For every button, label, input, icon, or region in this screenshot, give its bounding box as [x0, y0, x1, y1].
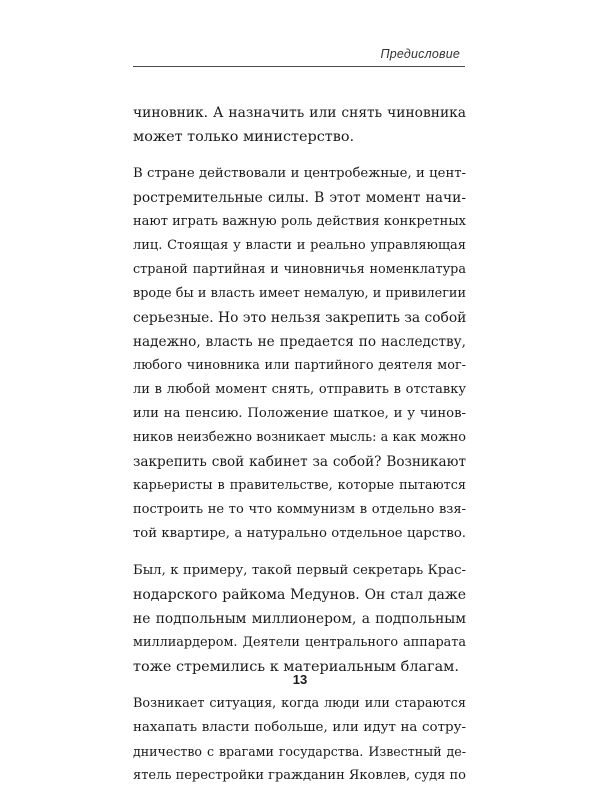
text-line: дничество с врагами государства. Известный де-	[133, 744, 466, 759]
text-line: миллиардером. Деятели центрального аппарата	[133, 635, 466, 650]
text-line: вроде бы и власть имеет немалую, и привилегии	[133, 286, 466, 301]
text-line: В стране действовали и центробежные, и цент-	[133, 166, 466, 181]
text-line: страной партийная и чиновничья номенклатура	[133, 262, 466, 277]
text-line: ятель перестройки гражданин Яковлев, судя по	[133, 768, 466, 783]
text-line: Возникает ситуация, когда люди или стараются	[133, 696, 466, 711]
text-line: нахапать власти побольше, или идут на сотру-	[133, 720, 466, 735]
text-line: может только министерство.	[133, 129, 355, 145]
text-line: закрепить свой кабинет за собой? Возникают	[133, 454, 466, 470]
text-line: ников неизбежно возникает мысль: а как можно	[133, 430, 466, 445]
paragraph-3	[133, 559, 466, 679]
running-head-rule	[133, 66, 465, 67]
text-line: Был, к примеру, такой первый секретарь Крас-	[133, 563, 466, 578]
text-line: не подпольным миллионером, а подпольным	[133, 611, 466, 627]
text-line: нают играть важную роль действия конкретных	[133, 214, 466, 229]
text-line: надежно, власть не предается по наследству,	[133, 334, 466, 350]
paragraph-2	[133, 162, 466, 546]
paragraph-1	[133, 101, 466, 149]
text-line: ли в любой момент снять, отправить в отставку	[133, 382, 466, 397]
text-line: лиц. Стоящая у власти и реально управляющая	[133, 238, 466, 253]
text-line: или на пенсию. Положение шаткое, и у чинов-	[133, 406, 466, 421]
running-head-title: Предисловие	[380, 47, 460, 61]
text-line: ростремительные силы. В этот момент начи-	[133, 190, 466, 206]
text-line: нодарского райкома Медунов. Он стал даже	[133, 587, 466, 603]
text-line: той квартире, а натурально отдельное царство.	[133, 526, 466, 541]
paragraph-4	[133, 692, 466, 788]
text-line: чиновник. А назначить или снять чиновника	[133, 105, 466, 121]
text-line: карьеристы в правительстве, которые пытаются	[133, 478, 466, 493]
text-line: тоже стремились к материальным благам.	[133, 659, 459, 675]
text-line: любого чиновника или партийного деятеля мог-	[133, 358, 466, 373]
text-line: построить не то что коммунизм в отдельно взя-	[133, 502, 466, 517]
text-line: серьезные. Но это нельзя закрепить за собой	[133, 310, 467, 326]
page-number: 13	[292, 672, 308, 687]
body-text	[133, 101, 466, 801]
